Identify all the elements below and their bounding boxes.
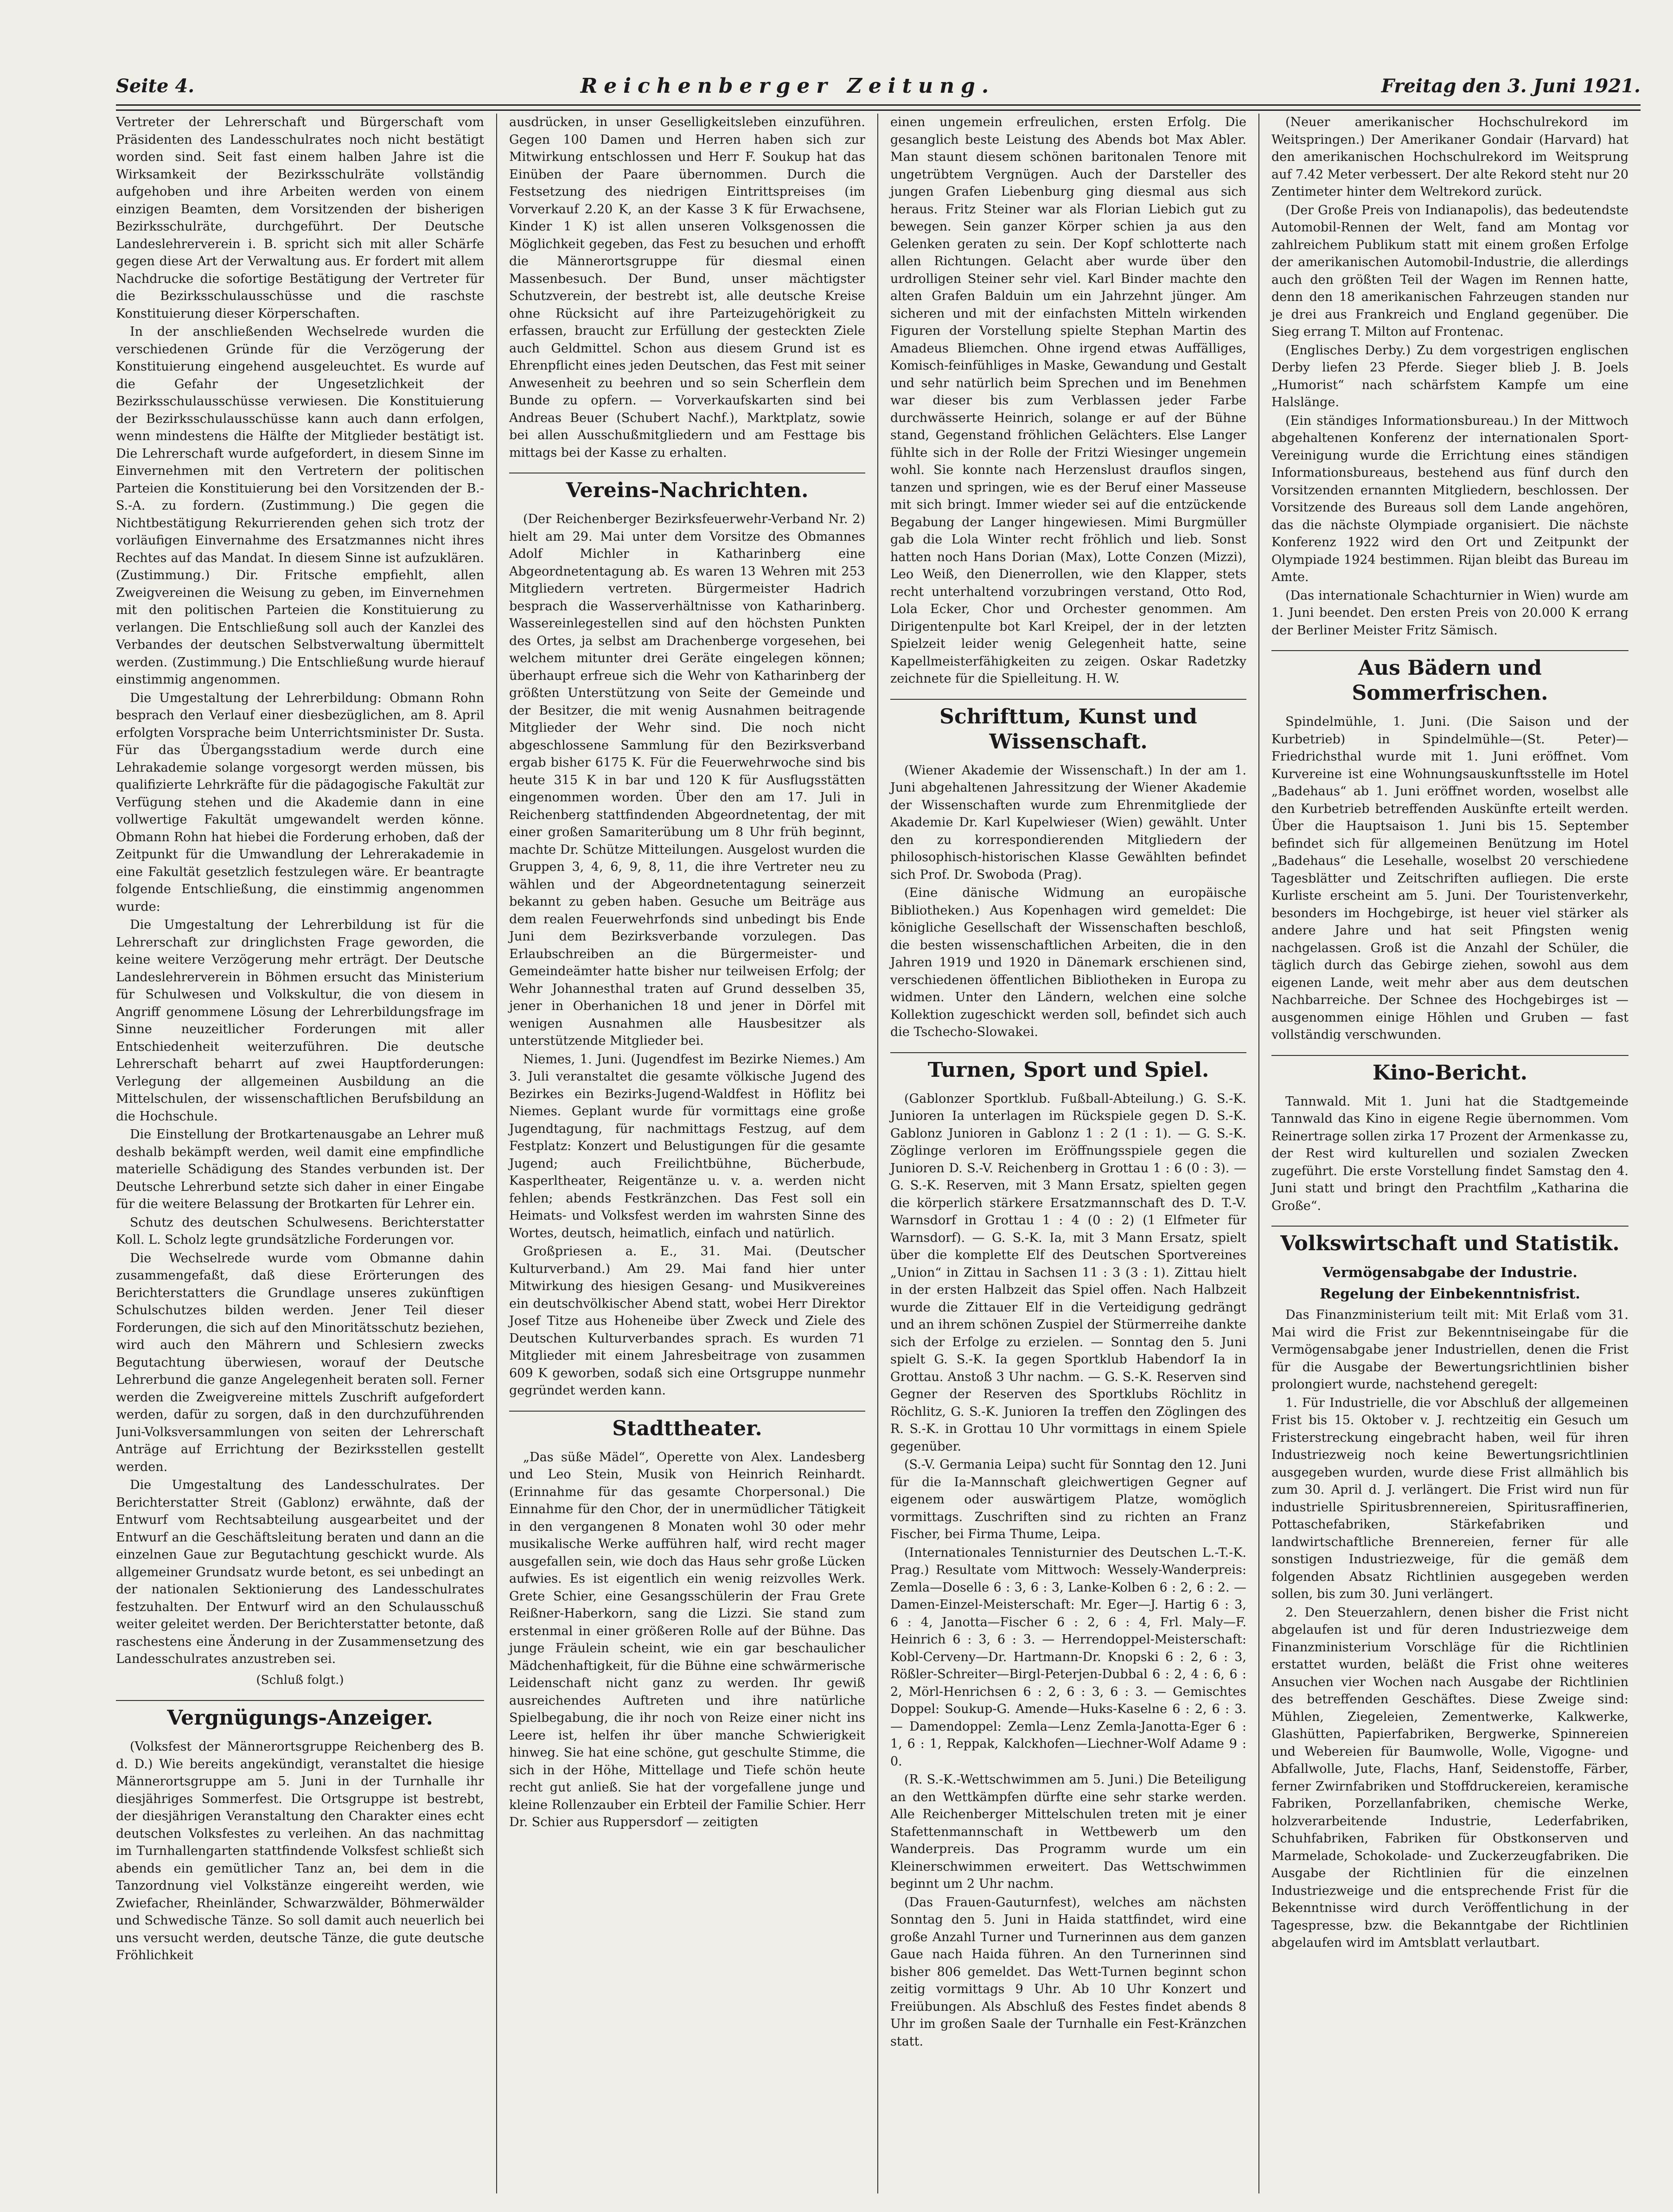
article-paragraph: „Das süße Mädel“, Operette von Alex. Landesberg und Leo Stein, Musik von Heinrich Reinhardt. (Erinnahme für das gesamte Chorpersonal.) Die Einnahme für den Chor, der in unermüdlicher Tätigkeit in den vergangenen 8 Monaten wohl 30 oder mehr musikalische Werke aufführen half, wird recht mager ausgefallen sein, wie doch das Haus sehr große Lücken aufwies. Es ist eigentlich ein wenig reizvolles Werk. Grete Schier, eine Gesangsschülerin der Frau Grete Reißner-Haberkorn, sang die Lizzi. Sie stand zum erstenmal in einer größeren Rolle auf der Bühne. Das junge Fräulein scheint, wie ein gar beschaulicher Mädchenhaftigkeit, für die Bühne eine schwärmerische Leidenschaft nicht ganz zu werden. Ihr gewiß ausreichendes Auftreten und ihre natürliche Spielbegabung, die ihr noch von Reize einer nicht ins Leere ist, helfen ihr über manche Schwierigkeit hinweg. Sie hat eine schöne, gut geschulte Stimme, die sich in der Höhe, Mittellage und Tiefe schön heute recht gut anließ. Sie hat der vorgefallene junge und kleine Rollenzauber ein Erbteil der Familie Schier. Herr Dr. Schier aus Ruppersdorf — zeitigten bbox=[509, 1450, 865, 1829]
article-paragraph: Die Umgestaltung des Landesschulrates. Der Berichterstatter Streit (Gablonz) erwähnte, daß der Entwurf vom Rechtsabteilung ausgearbeitet und der Entwurf an die Geschäftsleitung beraten und dann an die einzelnen Gaue zur Begutachtung geschickt wurde. Als allgemeiner Grundsatz wurde betont, es sei unbedingt an der nationalen Sektionierung des Landesschulrates festzuhalten. Der Entwurf wird an den Schulausschuß weiter geleitet werden. Der Berichterstatter betonte, daß raschestens eine Änderung in der Zusammensetzung des Landesschulrates anzustreben sei. bbox=[116, 1478, 484, 1666]
article-paragraph: Spindelmühle, 1. Juni. (Die Saison und der Kurbetrieb) in Spindelmühle—(St. Peter)—Friedrichsthal wurde mit 1. Juni eröffnet. Vom Kurvereine ist eine Wohnungsauskunftsstelle im Hotel „Badehaus“ ab 1. Juni eröffnet worden, woselbst alle den Kurbetrieb betreffenden Auskünfte erteilt werden. Über die Hauptsaison 1. Juni bis 15. September befindet sich für allgemeinen Benützung im Hotel „Badehaus“ die Lesehalle, woselbst 20 verschiedene Tagesblätter und Zeitschriften aufliegen. Die erste Kurliste erscheint am 5. Juni. Der Touristenverkehr, besonders im Hochgebirge, ist heuer viel stärker als andere Jahre und hat seit Pfingsten wenig nachgelassen. Groß ist die Anzahl der Schüler, die täglich durch das Gebirge ziehen, sowohl aus dem eigenen Lande, weit mehr aber aus dem deutschen Nachbarreiche. Der Schnee des Hochgebirges ist — ausgenommen einige Höhlen und Gruben — fast vollständig verschwunden. bbox=[1271, 715, 1628, 1042]
column-4 bbox=[1259, 114, 1641, 2193]
article-paragraph: Die Umgestaltung der Lehrerbildung ist für die Lehrerschaft zur dringlichsten Frage geworden, die keine weitere Verzögerung mehr erträgt. Der Deutsche Landeslehrerverein in Böhmen ersucht das Ministerium für Schulwesen und Volkskultur, die von diesem in Angriff genommene Lösung der Lehrerbildungsfrage im Sinne neuzeitlicher Forderungen mit aller Entschiedenheit weiterzuführen. Die deutsche Lehrerschaft beharrt auf zwei Hauptforderungen: Verlegung der allgemeinen Ausbildung an die Mittelschulen, der wissenschaftlichen Berufsbildung an die Hochschule. bbox=[116, 918, 484, 1124]
article-paragraph: Schutz des deutschen Schulwesens. Berichterstatter Koll. L. Scholz legte grundsätzliche Forderungen vor. bbox=[116, 1215, 484, 1247]
newspaper-title: Reichenberger Zeitung. bbox=[580, 74, 996, 98]
page-header bbox=[116, 70, 1641, 102]
section-heading: Kino-Bericht. bbox=[1271, 1055, 1628, 1086]
article-paragraph: Das Finanzministerium teilt mit: Mit Erlaß vom 31. Mai wird die Frist zur Bekenntniseingabe für die Vermögensabgabe jener Industriellen, denen die Frist für die Ausgabe der Bewertungsrichtlinien bisher prolongiert wurde, nachstehend geregelt: bbox=[1271, 1308, 1628, 1392]
article-paragraph: (Das internationale Schachturnier in Wien) wurde am 1. Juni beendet. Den ersten Preis von 20.000 K errang der Berliner Meister Fritz Sämisch. bbox=[1271, 588, 1628, 638]
section-heading: Vergnügungs-Anzeiger. bbox=[116, 1700, 484, 1731]
section-heading: Vereins-Nachrichten. bbox=[509, 473, 865, 503]
continuation-note: (Schluß folgt.) bbox=[256, 1673, 344, 1687]
article-paragraph: (Wiener Akademie der Wissenschaft.) In der am 1. Juni abgehaltenen Jahressitzung der Wiener Akademie der Wissenschaften wurde zum Ehrenmitgliede der Akademie Dr. Karl Kupelwieser (Wien) gewählt. Unter den zu korrespondierenden Mitgliedern der philosophisch-historischen Klasse Gewählten befindet sich Prof. Dr. Swoboda (Prag). bbox=[890, 763, 1246, 882]
column-2 bbox=[497, 114, 878, 2193]
article-paragraph: Niemes, 1. Juni. (Jugendfest im Bezirke Niemes.) Am 3. Juli veranstaltet die gesamte völkische Jugend des Bezirkes ein Bezirks-Jugend-Waldfest in Höflitz bei Niemes. Geplant wurde für vormittags eine große Jugendtagung, für nachmittags Festzug, auf dem Festplatz: Konzert und Belustigungen für die gesamte Jugend; auch Freilichtbühne, Bücherbude, Kasperltheater, Reigentänze u. v. a. werden nicht fehlen; abends Festkränzchen. Das Fest soll ein Heimats- und Volksfest werden im wahrsten Sinne des Wortes, deutsch, heimatlich, einfach und natürlich. bbox=[509, 1052, 865, 1240]
article-paragraph: (Das Frauen-Gauturnfest), welches am nächsten Sonntag den 5. Juni in Haida stattfindet, wird eine große Anzahl Turner und Turnerinnen aus dem ganzen Gaue nach Haida führen. An den Turnerinnen sind bisher 806 gemeldet. Das Wett-Turnen beginnt schon zeitig vormittags 9 Uhr. Ab 10 Uhr Konzert und Freiübungen. Als Abschluß des Festes findet abends 8 Uhr im großen Saale der Turnhalle ein Fest-Kränzchen statt. bbox=[890, 1895, 1246, 2049]
section-heading: Stadttheater. bbox=[509, 1411, 865, 1441]
article-paragraph: Die Einstellung der Brotkartenausgabe an Lehrer muß deshalb bekämpft werden, weil damit eine empfindliche materielle Schädigung des Standes verbunden ist. Der Deutsche Lehrerbund setzte sich daher in einer Eingabe für die weitere Belassung der Brotkarten für Lehrer ein. bbox=[116, 1127, 484, 1211]
column-1 bbox=[116, 114, 497, 2193]
article-paragraph: (Neuer amerikanischer Hochschulrekord im Weitspringen.) Der Amerikaner Gondair (Harvard) hat den amerikanischen Hochschulrekord im Weitsprung auf 7.42 Meter verbessert. Der alte Rekord steht nur 20 Zentimeter hinter dem Weltrekord zurück. bbox=[1271, 115, 1628, 199]
article-paragraph: ausdrücken, in unser Geselligkeitsleben einzuführen. Gegen 100 Damen und Herren haben sich zur Mitwirkung entschlossen und Herr F. Soukup hat das Einüben der Paare übernommen. Durch die Festsetzung des niedrigen Eintrittspreises (im Vorverkauf 2.20 K, an der Kasse 3 K für Erwachsene, Kinder 1 K) ist allen unseren Volksgenossen die Möglichkeit gegeben, das Fest zu besuchen und erhofft die Männerortsgruppe für diesmal einen Massenbesuch. Der Bund, unser mächtigster Schutzverein, der bestrebt ist, alle deutsche Kreise ohne Rücksicht auf ihre Parteizugehörigkeit zu erfassen, braucht zur Erfüllung der gesteckten Ziele auch Geldmittel. Schon aus diesem Grund ist es Ehrenpflicht eines jeden Deutschen, das Fest mit seiner Anwesenheit zu beehren und so sein Scherflein dem Bunde zu opfern. — Vorverkaufskarten sind bei Andreas Beuer (Schubert Nachf.), Marktplatz, sowie bei allen Ausschußmitgliedern und am Festtage bis mittags bei der Kasse zu erhalten. bbox=[509, 115, 865, 460]
article-paragraph: Tannwald. Mit 1. Juni hat die Stadtgemeinde Tannwald das Kino in eigene Regie übernommen. Vom Reinertrage sollen zirka 17 Prozent der Armenkasse zu, der Rest wird kulturellen und sozialen Zwecken zugeführt. Die erste Vorstellung findet Samstag den 4. Juni statt und bringt den Prachtfilm „Katharina die Große“. bbox=[1271, 1094, 1628, 1213]
article-paragraph: Die Umgestaltung der Lehrerbildung: Obmann Rohn besprach den Verlauf einer diesbezüglichen, am 8. April erfolgten Vorsprache beim Unterrichtsminister Dr. Susta. Für das Übergangsstadium werde durch eine Lehrakademie solange vorgesorgt werden müssen, bis qualifizierte Lehrkräfte für die pädagogische Fakultät zur Verfügung stehen und die Akademie dann in eine vollwertige Fakultät umgewandelt werden könne. Obmann Rohn hat hiebei die Forderung erhoben, daß der Zeitpunkt für die Umwandlung der Lehrerakademie in eine Fakultät gesetzlich festzulegen wäre. Er beantragte folgende Entschließung, die einstimmig angenommen wurde: bbox=[116, 690, 484, 914]
article-paragraph: (Gablonzer Sportklub. Fußball-Abteilung.) G. S.-K. Junioren Ia unterlagen im Rückspiele gegen D. S.-K. Gablonz Junioren in Gablonz 1 : 2 (1 : 1). — G. S.-K. Zöglinge verloren im Eröffnungsspiele gegen die Junioren D. S.-V. Reichenberg in Grottau 1 : 6 (0 : 3). — G. S.-K. Reserven, mit 3 Mann Ersatz, spielten gegen die körperlich stärkere Ersatzmannschaft des D. T.-V. Warnsdorf in Grottau 1 : 4 (0 : 2) (1 Elfmeter für Warnsdorf). — G. S.-K. Ia, mit 3 Mann Ersatz, spielt über die komplette Elf des Deutschen Sportvereines „Union“ in Zittau in Sachsen 11 : 3 (3 : 1). Zittau hielt in der ersten Halbzeit das Spiel offen. Nach Halbzeit wurde die Zittauer Elf in die Verteidigung gedrängt und an ihrem schönen Zuspiel der Stürmerreihe dankte sich der Erfolge zu erzielen. — Sonntag den 5. Juni spielt G. S.-K. Ia gegen Sportklub Habendorf Ia in Grottau. Anstoß 3 Uhr nachm. — G. S.-K. Reserven sind Gegner der Reserven des Sportklubs Röchlitz in Röchlitz, G. S.-K. Junioren Ia treffen den Zöglingen des R. S.-K. in Grottau 10 Uhr vormittags in einem Spiele gegenüber. bbox=[890, 1091, 1246, 1454]
section-heading: Volkswirtschaft und Statistik. bbox=[1271, 1226, 1628, 1256]
page-number: Seite 4. bbox=[116, 75, 195, 97]
subheading: Regelung der Einbekenntnisfrist. bbox=[1320, 1286, 1580, 1302]
article-paragraph: Die Wechselrede wurde vom Obmanne dahin zusammengefaßt, daß diese Erörterungen des Berichterstatters die Grundlage unseres zukünftigen Schulschutzes bilden werden. Jener Teil dieser Forderungen, die sich auf den Minoritätsschutz beziehen, wird auch den Mährern und Schlesiern zwecks Begutachtung überwiesen, worauf der Deutsche Lehrerbund die ganze Angelegenheit beraten soll. Ferner werden die Zweigvereine mittels Zuschrift aufgefordert werden, dafür zu sorgen, daß in den durchzuführenden Juni-Volksversammlungen von seiten der Lehrerschaft Anträge auf Errichtung der Bezirksstellen gestellt werden. bbox=[116, 1251, 484, 1474]
section-heading: Aus Bädern und Sommerfrischen. bbox=[1271, 650, 1628, 706]
article-paragraph: (Der Reichenberger Bezirksfeuerwehr-Verband Nr. 2) hielt am 29. Mai unter dem Vorsitze des Obmannes Adolf Michler in Katharinberg eine Abgeordnetentagung ab. Es waren 13 Wehren mit 253 Mitgliedern vertreten. Bürgermeister Hadrich besprach die Wasserverhältnisse von Katharinberg. Wassereinlegestellen sind auf den höchsten Punkten des Ortes, ja selbst am Drachenberge vorgesehen, bei welchem mitunter drei Geräte eingelegen können; überhaupt erfreue sich die Wehr von Katharinberg der größten Unterstützung von Seite der Gemeinde und der Besitzer, die mit wenig Ausnahmen beitragende Mitglieder der Wehr sind. Die noch nicht abgeschlossene Sammlung für den Bezirksverband ergab bisher 6175 K. Für die Feuerwehrwoche sind bis heute 315 K in bar und 120 K für Ausflugsstätten eingenommen worden. Über den am 17. Juli in Reichenberg stattfindenden Abgeordnetentag, der mit einer großen Samariterübung um 8 Uhr früh beginnt, machte Dr. Schütze Mitteilungen. Ausgelost wurden die Gruppen 3, 4, 6, 9, 8, 11, die ihre Vertreter neu zu wählen und der Abgeordnetentagung seinerzeit bekannt zu geben haben. Gesuche um Beiträge aus dem realen Feuerwehrfonds sind unbedingt bis Ende Juni dem Bezirksverbande vorzulegen. Das Erlaubschreiben an die Bürgermeister- und Gemeindeämter hatte bisher nur teilweisen Erfolg; der Wehr Johannesthal traten auf Grund desselben 35, jener in Oberhanichen 18 und jener in Dörfel mit wenigen Ausnahmen alle Hausbesitzer als unterstützende Mitglieder bei. bbox=[509, 512, 865, 1048]
article-paragraph: (R. S.-K.-Wettschwimmen am 5. Juni.) Die Beteiligung an den Wettkämpfen dürfte eine sehr starke werden. Alle Reichenberger Mittelschulen treten mit je einer Stafettenmannschaft in Wettbewerb um den Wanderpreis. Das Programm wurde um ein Kleinerschwimmen erweitert. Das Wettschwimmen beginnt um 2 Uhr nachm. bbox=[890, 1772, 1246, 1891]
article-paragraph: (Eine dänische Widmung an europäische Bibliotheken.) Aus Kopenhagen wird gemeldet: Die königliche Gesellschaft der Wissenschaften beschloß, die besten wissenschaftlichen Arbeiten, die in den Jahren 1919 und 1920 in Dänemark erschienen sind, verschiedenen öffentlichen Bibliotheken in Europa zu widmen. Unter den Ländern, welchen eine solche Kollektion zugeschickt werden soll, befindet sich auch die Tschecho-Slowakei. bbox=[890, 886, 1246, 1039]
section-heading: Turnen, Sport und Spiel. bbox=[890, 1052, 1246, 1083]
article-paragraph: (Der Große Preis von Indianapolis), das bedeutendste Automobil-Rennen der Welt, fand am Montag vor zahlreichem Publikum statt mit einem großen Erfolge der amerikanischen Automobil-Industrie, die allerdings auch den größten Teil der Wagen im Rennen hatte, denn den 18 amerikanischen Fahrzeugen standen nur je drei aus Frankreich und England gegenüber. Die Sieg errang T. Milton auf Frontenac. bbox=[1271, 203, 1628, 339]
article-paragraph: 1. Für Industrielle, die vor Abschluß der allgemeinen Frist bis 15. Oktober v. J. rechtzeitig ein Gesuch um Fristerstreckung eingebracht haben, weil für ihren Industriezweig noch keine Bewertungsrichtlinien ausgegeben wurden, wurde diese Frist allmählich bis zum 30. April d. J. verlängert. Die Frist wird nun für industrielle Spiritusbrennereien, Spiritusraffinerien, Pottaschefabriken, Stärkefabriken und landwirtschaftliche Brennereien, ferner für alle sonstigen Industriezweige, für die gemäß dem folgenden Absatz Richtlinien ausgegeben werden sollen, bis zum 30. Juni verlängert. bbox=[1271, 1395, 1628, 1601]
article-paragraph: (Internationales Tennisturnier des Deutschen L.-T.-K. Prag.) Resultate vom Mittwoch: Wessely-Wanderpreis: Zemla—Doselle 6 : 3, 6 : 3, Lanke-Kolben 6 : 2, 6 : 2. — Damen-Einzel-Meisterschaft: Mr. Eger—J. Hartig 6 : 3, 6 : 4, Janotta—Fischer 6 : 2, 6 : 4, Frl. Maly—F. Heinrich 6 : 3, 6 : 3. — Herrendoppel-Meisterschaft: Kobl-Cerveny—Dr. Hartmann-Dr. Knopski 6 : 2, 6 : 3, Rößler-Schreiter—Birgl-Peterjen-Dubbal 6 : 2, 4 : 6, 6 : 2, Mörl-Henrichsen 6 : 2, 6 : 3, 6 : 3. — Gemischtes Doppel: Soukup-G. Amende—Huks-Kaselne 6 : 2, 6 : 3. — Damendoppel: Zemla—Lenz Zemla-Janotta-Eger 6 : 1, 6 : 1, Reppak, Kalckhofen—Liechner-Wolf Adame 9 : 0. bbox=[890, 1545, 1246, 1769]
article-paragraph: Großpriesen a. E., 31. Mai. (Deutscher Kulturverband.) Am 29. Mai fand hier unter Mitwirkung des hiesigen Gesang- und Musikvereines ein deutschvölkischer Abend statt, wobei Herr Direktor Josef Titze aus Hoheneibe über Zweck und Ziele des Deutschen Kulturverbandes sprach. Es wurden 71 Mitglieder mit einem Jahresbeitrage von zusammen 609 K geworben, sodaß sich eine Ortsgruppe nunmehr gegründet werden kann. bbox=[509, 1244, 865, 1398]
issue-date: Freitag den 3. Juni 1921. bbox=[1381, 75, 1641, 97]
article-paragraph: Vertreter der Lehrerschaft und Bürgerschaft vom Präsidenten des Landesschulrates noch nicht bestätigt worden sind. Seit fast einem halben Jahre ist die Wirksamkeit der Bezirksschulräte vollständig aufgehoben und ihre Arbeiten werden von einem einzigen Beamten, dem Vorsitzenden der bisherigen Bezirksschulräte, durchgeführt. Der Deutsche Landeslehrerverein i. B. spricht sich mit aller Schärfe gegen diese Art der Verwaltung aus. Er fordert mit allem Nachdrucke die sofortige Bestätigung der Vertreter für die Bezirksschulausschüsse und die raschste Konstituierung dieser Körperschaften. bbox=[116, 115, 484, 321]
article-paragraph: (Volksfest der Männerortsgruppe Reichenberg des B. d. D.) Wie bereits angekündigt, veranstaltet die hiesige Männerortsgruppe am 5. Juni in der Turnhalle ihr diesjähriges Sommerfest. Die Ortsgruppe ist bestrebt, der diesjährigen Veranstaltung den Charakter eines echt deutschen Volksfestes zu verleihen. An das nachmittag im Turnhallengarten stattfindende Volksfest schließt sich abends ein gemütlicher Tanz an, bei dem in die Tanzordnung viel Volkstänze eingereiht werden, wie Zwiefacher, Rheinländer, Schwarzwälder, Böhmerwälder und Schwedische Tänze. So soll damit auch neuerlich bei uns versucht werden, deutsche Tänze, die gute deutsche Fröhlichkeit bbox=[116, 1739, 484, 1963]
article-paragraph: einen ungemein erfreulichen, ersten Erfolg. Die gesanglich beste Leistung des Abends bot Max Abler. Man staunt diesem schönen baritonalen Tenore mit ungetrübtem Vergnügen. Auch der Darsteller des jungen Grafen Liebenburg ging diesmal aus sich heraus. Fritz Steiner war als Florian Liebich gut zu bewegen. Sein ganzer Körper schien ja aus den Gelenken geraten zu sein. Der Kopf schlotterte nach allen Richtungen. Gelacht aber wurde über den urdrolligen Steiner sehr viel. Karl Binder machte den alten Grafen Balduin um ein Jahrzehnt jünger. Am sicheren und mit der einfachsten Mitteln wirkenden Figuren der Vorstellung spielte Stephan Martin des Amadeus Bliemchen. Ohne irgend etwas Auffälliges, Komisch-feinfühliges in Maske, Gewandung und Gestalt und sehr natürlich beim Sprechen und im Benehmen war dieser bis zum Verblassen jeder Farbe durchwässerte Heinrich, solange er auf der Bühne stand, Gegenstand fröhlichen Gelächters. Else Langer fühlte sich in der Rolle der Fritzi Wiesinger ungemein wohl. Sie konnte nach Herzenslust drauflos singen, tanzen und springen, wie es der Beruf einer Masseuse mit sich bringt. Immer wieder sei auf die entzückende Begabung der Langer hingewiesen. Mimi Burgmüller gab die Lola Winter recht fröhlich und lieb. Sonst hatten noch Hans Dorian (Max), Lotte Conzen (Mizzi), Leo Weiß, den Dienerrollen, wie den Klapper, stets recht unterhaltend vorzubringen verstand, Otto Rod, Lola Ecker, Chor und Orchester genommen. Am Dirigentenpulte bot Karl Kreipel, der in der letzten Spielzeit leider wenig Gelegenheit hatte, seine Kapellmeisterfähigkeiten zu zeigen. Oskar Radetzky zeichnete für die Spielleitung. H. W. bbox=[890, 115, 1246, 686]
article-paragraph: (Englisches Derby.) Zu dem vorgestrigen englischen Derby liefen 23 Pferde. Sieger blieb J. B. Joels „Humorist“ nach schärfstem Kampfe um eine Halslänge. bbox=[1271, 343, 1628, 409]
columns bbox=[116, 114, 1641, 2193]
column-3 bbox=[878, 114, 1259, 2193]
section-heading: Schrifttum, Kunst und Wissenschaft. bbox=[890, 699, 1246, 754]
article-paragraph: (S.-V. Germania Leipa) sucht für Sonntag den 12. Juni für die Ia-Mannschaft gleichwertigen Gegner auf eigenem oder auswärtigem Platze, womöglich vormittags. Zuschriften sind zu richten an Franz Fischer, bei Firma Thume, Leipa. bbox=[890, 1458, 1246, 1541]
subheading: Vermögensabgabe der Industrie. bbox=[1322, 1265, 1577, 1281]
header-rule bbox=[116, 104, 1641, 111]
article-paragraph: 2. Den Steuerzahlern, denen bisher die Frist nicht abgelaufen ist und für deren Industriezweige dem Finanzministerium Vorschläge für die Richtlinien erstattet wurden, beläßt die Frist ohne weiteres Ansuchen vier Wochen nach Ausgabe der Richtlinien des betreffenden Geschäftes. Diese Zweige sind: Mühlen, Ziegeleien, Zementwerke, Kalkwerke, Glashütten, Papierfabriken, Bergwerke, Spinnereien und Webereien für Baumwolle, Wolle, Vigogne- und Abfallwolle, Jute, Flachs, Hanf, Seidenstoffe, Färber, ferner Zwirnfabriken und Stoffdruckereien, keramische Fabriken, Porzellanfabriken, chemische Werke, holzverarbeitende Industrie, Lederfabriken, Schuhfabriken, Fabriken für Obstkonserven und Marmelade, Schokolade- und Zuckerzeugfabriken. Die Ausgabe der Richtlinien für die einzelnen Industriezweige und die entsprechende Frist für die Bekenntnisse wird durch Veröffentlichung in der Tagespresse, bzw. die Bekanntgabe der Richtlinien abgelaufen wird im Amtsblatt verlautbart. bbox=[1271, 1605, 1628, 1950]
article-paragraph: In der anschließenden Wechselrede wurden die verschiedenen Gründe für die Verzögerung der Konstituierung eingehend ausgeleuchtet. Es wurde auf die Gefahr der Ungesetzlichkeit der Bezirksschulausschüsse verwiesen. Die Konstituierung der Bezirksschulausschüsse kann auch dann erfolgen, wenn mindestens die Hälfte der Mitglieder bestätigt ist. Die Lehrerschaft wurde aufgefordert, in diesem Sinne im Einvernehmen mit den Vertretern der politischen Parteien die Konstituierung bei den Vorsitzenden der B.-S.-A. zu fordern. (Zustimmung.) Die gegen die Nichtbestätigung Rekurrierenden gehen sich trotz der vorläufigen Einvernahme des Ersatzmannes nicht ihres Rechtes auf das Mandat. In diesem Sinne ist aufzuklären. (Zustimmung.) Dir. Fritsche empfiehlt, allen Zweigvereinen die Weisung zu geben, im Einvernehmen mit den politischen Parteien die Konstituierung zu verlangen. Die Entschließung soll auch der Kanzlei des Verbandes der deutschen Selbstverwaltung übermittelt werden. (Zustimmung.) Die Entschließung wurde hierauf einstimmig angenommen. bbox=[116, 325, 484, 687]
article-paragraph: (Ein ständiges Informationsbureau.) In der Mittwoch abgehaltenen Konferenz der internationalen Sport-Vereinigung wurde die Errichtung eines ständigen Informationsbureaus, bestehend aus fünf durch den Vorsitzenden ernannten Mitgliedern, beschlossen. Der Vorsitzende des Bureaus soll dem Lande angehören, das die nächste Olympiade organisiert. Die nächste Konferenz 1922 wird den Ort und Zeitpunkt der Olympiade 1924 bestimmen. Rijan bleibt das Bureau im Amte. bbox=[1271, 413, 1628, 584]
